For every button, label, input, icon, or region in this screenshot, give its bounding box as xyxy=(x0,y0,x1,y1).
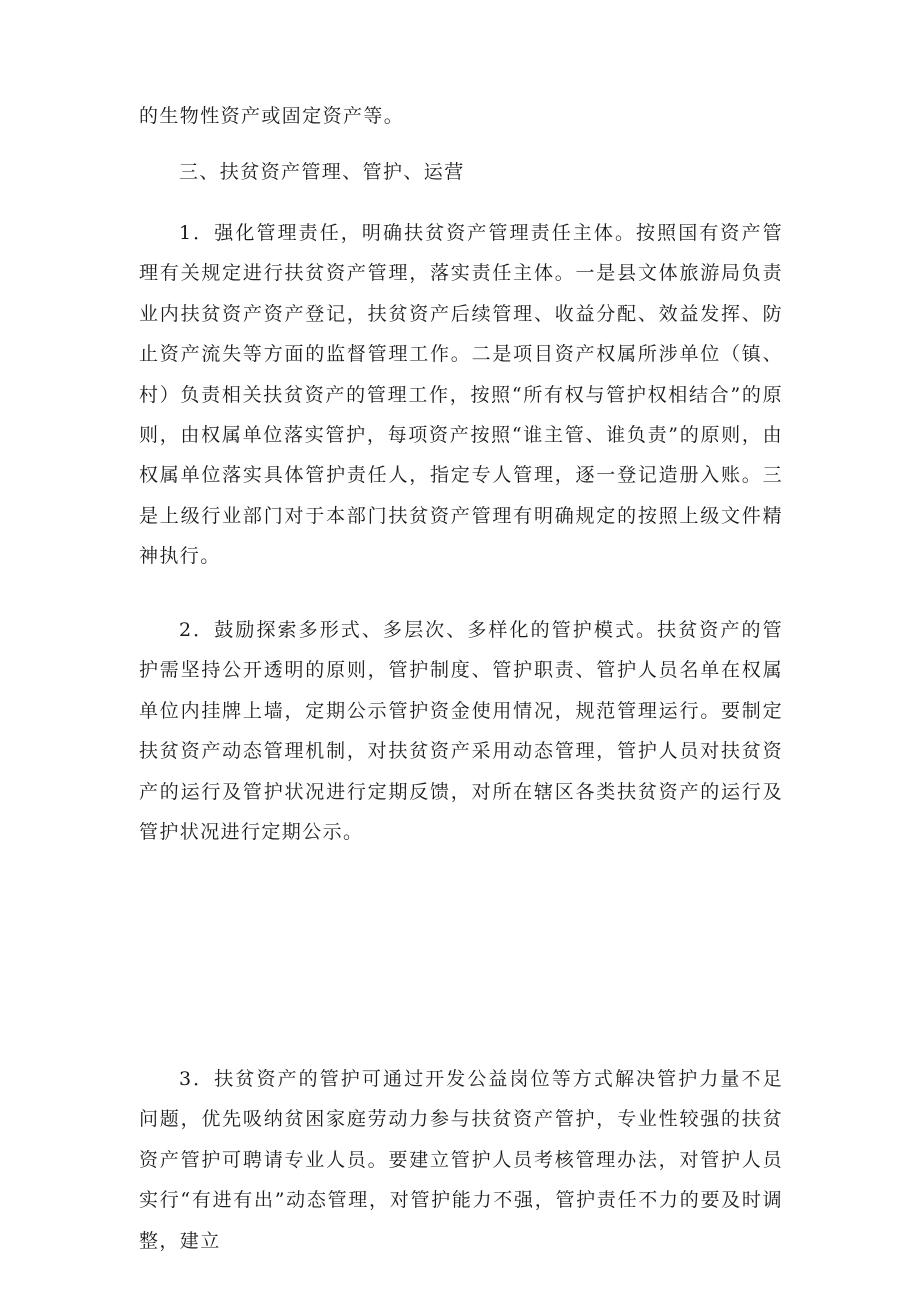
paragraph-2: 2．鼓励探索多形式、多层次、多样化的管护模式。扶贫资产的管护需坚持公开透明的原则，管护制度、管护职责、管护人员名单在权属单位内挂牌上墙，定期公示管护资金使用情况，规范管理运行。要制定扶贫资产动态管理机制，对扶贫资产采用动态管理，管护人员对扶贫资产的运行及管护状况进行定期反馈，对所在辖区各类扶贫资产的运行及管护状况进行定期公示。 xyxy=(139,619,783,844)
section-heading: 三、扶贫资产管理、管护、运营 xyxy=(179,161,465,183)
continuation-text: 的生物性资产或固定资产等。 xyxy=(139,105,405,127)
paragraph-3: 3．扶贫资产的管护可通过开发公益岗位等方式解决管护力量不足问题，优先吸纳贫困家庭劳动力参与扶贫资产管护，专业性较强的扶贫资产管护可聘请专业人员。要建立管护人员考核管理办法，对管护人员实行“有进有出”动态管理，对管护能力不强，管护责任不力的要及时调整，建立 xyxy=(139,1068,783,1252)
paragraph-1: 1．强化管理责任，明确扶贫资产管理责任主体。按照国有资产管理有关规定进行扶贫资产管理，落实责任主体。一是县文体旅游局负责业内扶贫资产资产登记，扶贫资产后续管理、收益分配、效益发挥、防止资产流失等方面的监督管理工作。二是项目资产权属所涉单位（镇、村）负责相关扶贫资产的管理工作，按照“所有权与管护权相结合”的原则，由权属单位落实管护，每项资产按照“谁主管、谁负责”的原则，由权属单位落实具体管护责任人，指定专人管理，逐一登记造册入账。三是上级行业部门对于本部门扶贫资产管理有明确规定的按照上级文件精神执行。 xyxy=(139,222,783,568)
